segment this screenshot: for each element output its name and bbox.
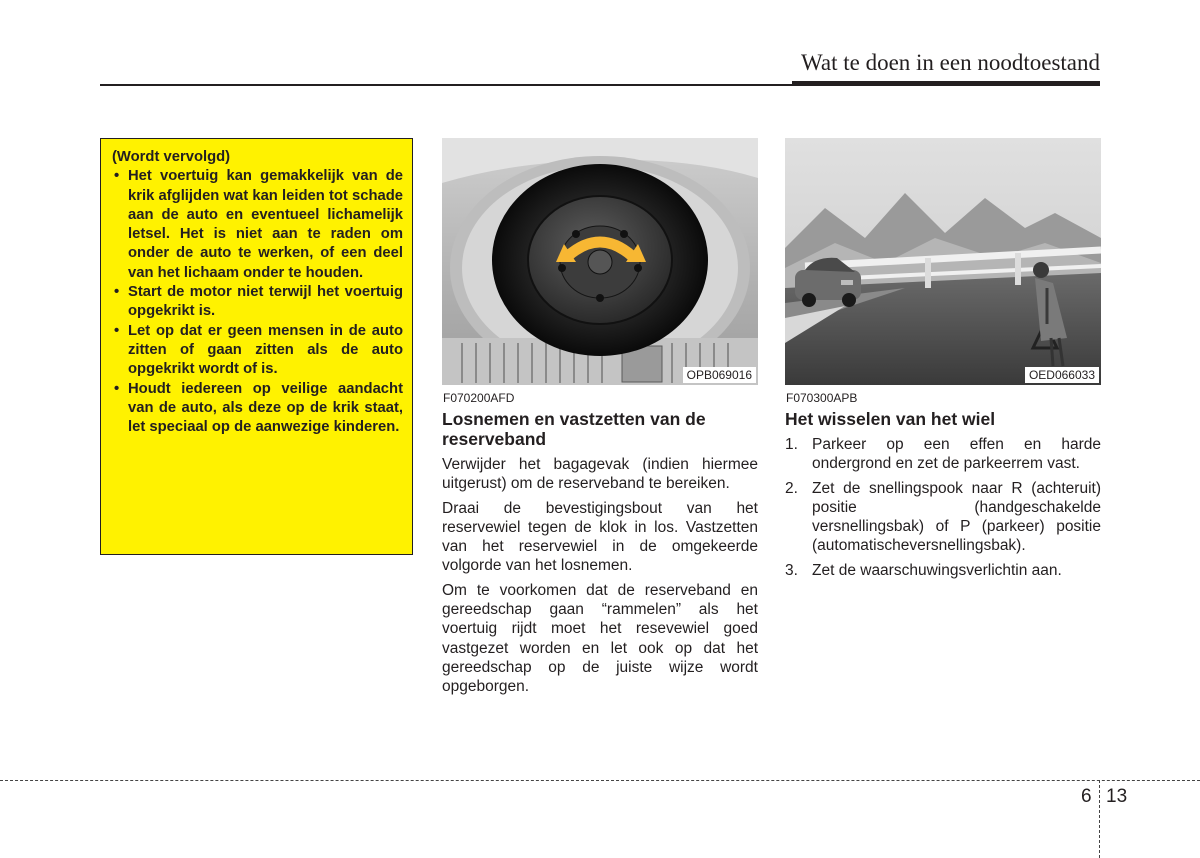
page-number: 13 bbox=[1106, 786, 1128, 807]
paragraph: Om te voorkomen dat de reserveband en gereedschap gaan “rammelen” als het voertuig rijdt moet het resevewiel goed vastgezet worden en let ook op dat het gereedschap op de juiste wijze wordt opgeborgen. bbox=[442, 581, 758, 696]
bullet: • bbox=[114, 168, 120, 185]
warning-box bbox=[100, 138, 413, 555]
section-title: Losnemen en vastzetten van de reserveband bbox=[442, 409, 706, 449]
step-number: 1. bbox=[785, 436, 798, 453]
chapter-number: 6 bbox=[1081, 786, 1092, 807]
header-rule-accent bbox=[792, 81, 1100, 85]
step-text: Parkeer op een effen en harde ondergrond en zet de parkeerrem vast. bbox=[812, 436, 1101, 473]
bullet: • bbox=[114, 284, 120, 301]
footer-rule bbox=[0, 780, 1200, 781]
warning-heading: (Wordt vervolgd) bbox=[112, 149, 231, 165]
step-item bbox=[785, 479, 1101, 556]
roadside-drawing bbox=[785, 138, 1101, 385]
bullet: • bbox=[114, 380, 120, 397]
warning-item bbox=[112, 322, 403, 380]
step-text: Zet de waarschuwingsverlichtin aan. bbox=[812, 561, 1062, 579]
footer-divider bbox=[1099, 780, 1100, 858]
spare-tire-drawing bbox=[442, 138, 758, 385]
warning-item-text: Start de motor niet terwijl het voertuig opgekrikt is. bbox=[128, 284, 403, 320]
wheel-change-section bbox=[785, 409, 1101, 585]
step-item bbox=[785, 435, 1101, 474]
roadside-illustration bbox=[785, 138, 1101, 385]
warning-item bbox=[112, 380, 403, 438]
figure-code: OPB069016 bbox=[683, 367, 756, 383]
spare-tire-section bbox=[442, 409, 758, 702]
page-header-title: Wat te doen in een noodtoestand bbox=[801, 50, 1100, 75]
step-item bbox=[785, 561, 1101, 580]
paragraph: Draai de bevestigingsbout van het reservewiel tegen de klok in los. Vastzetten van het reservewiel in de omgekeerde volgorde van het losnemen. bbox=[442, 499, 758, 575]
figure-reference: F070300APB bbox=[786, 391, 858, 405]
steps-list bbox=[785, 435, 1101, 580]
warning-item-text: Let op dat er geen mensen in de auto zitten of gaan zitten als de auto opgekrikt wordt of is. bbox=[128, 322, 403, 378]
spare-tire-illustration bbox=[442, 138, 758, 385]
warning-item bbox=[112, 167, 403, 283]
section-title: Het wisselen van het wiel bbox=[785, 409, 996, 429]
paragraph: Verwijder het bagagevak (indien hiermee uitgerust) om de reserveband te bereiken. bbox=[442, 456, 758, 493]
warning-list bbox=[112, 167, 403, 437]
step-number: 3. bbox=[785, 561, 798, 579]
step-number: 2. bbox=[785, 479, 798, 497]
step-text: Zet de snellingspook naar R (achteruit) positie (handgeschakelde versnellingsbak) of P (parkeer) positie (automatischeversnellingsbak). bbox=[812, 479, 1101, 555]
bullet: • bbox=[114, 322, 120, 339]
warning-item bbox=[112, 283, 403, 322]
figure-code: OED066033 bbox=[1025, 367, 1099, 383]
warning-item-text: Houdt iedereen op veilige aandacht van de auto, als deze op de krik staat, let speciaal op de aanwezige kinderen. bbox=[128, 380, 403, 436]
warning-item-text: Het voertuig kan gemakkelijk van de krik afglijden wat kan leiden tot schade aan de auto en eventueel lichamelijk letsel. Het is niet aan te raden om onder de auto te werken, of een deel van het lichaam onder te houden. bbox=[128, 168, 403, 281]
figure-reference: F070200AFD bbox=[443, 391, 515, 405]
